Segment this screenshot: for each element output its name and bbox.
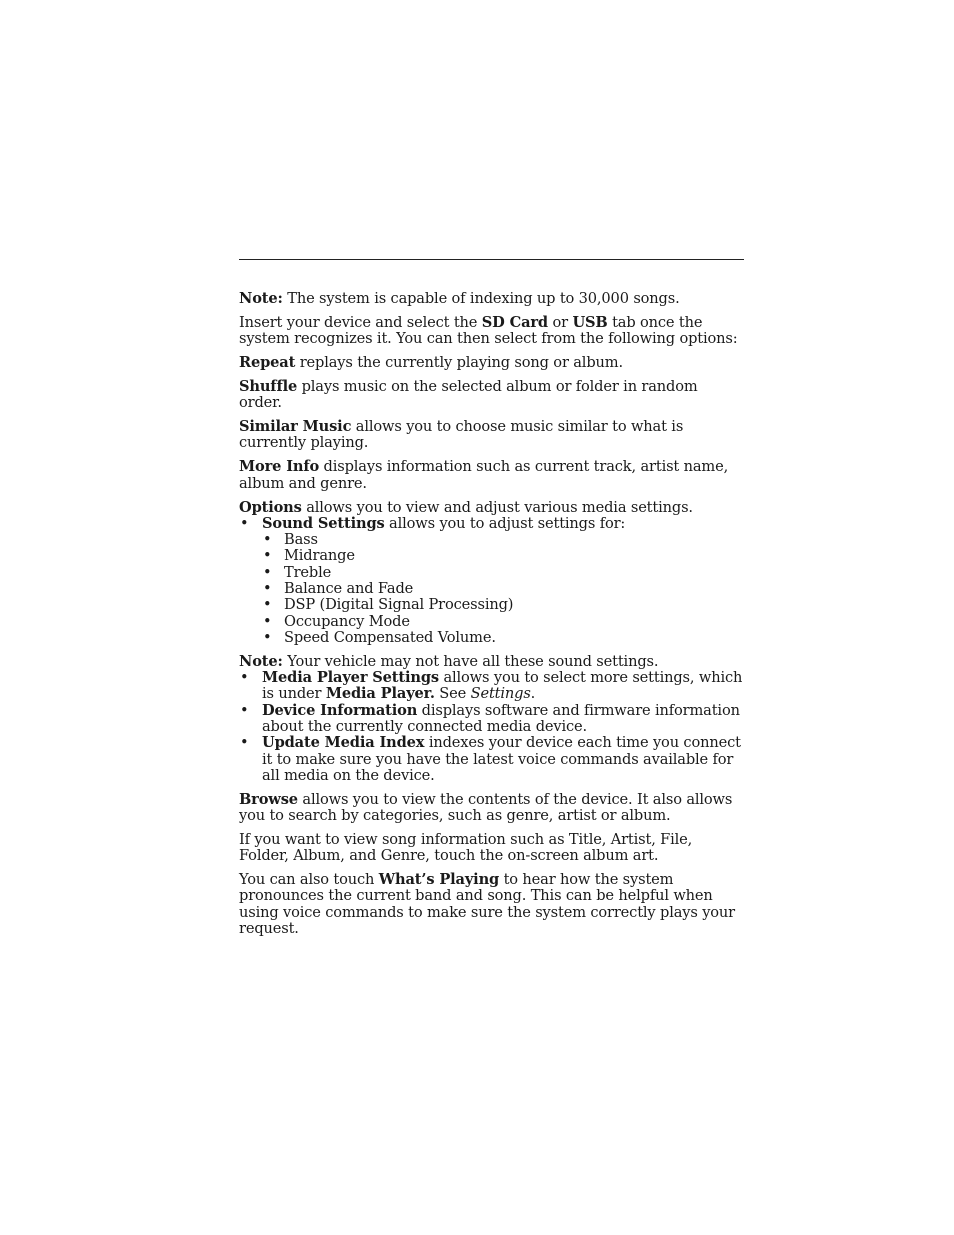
device-information-term: Device Information xyxy=(262,701,418,719)
more-info-paragraph: More Info displays information such as current track, artist name, album and genre. xyxy=(239,458,729,492)
list-item: • Device Information displays software and firmware information about the currently connected media device. xyxy=(239,703,744,736)
browse-paragraph: Browse allows you to view the contents of the device. It also allows you to search by categories, such as genre, artist or album. xyxy=(239,790,733,825)
browse-term: Browse xyxy=(239,790,298,808)
similar-music-paragraph: Similar Music allows you to choose music similar to what is currently playing. xyxy=(239,418,684,452)
header-rule xyxy=(239,259,744,260)
media-player-settings-term: Media Player Settings xyxy=(262,669,439,687)
options-paragraph: Options allows you to view and adjust various media settings. xyxy=(239,498,693,516)
whats-playing-paragraph: You can also touch What’s Playing to hear how the system pronounces the current band and song. This can be helpful when using voice commands to make sure the system correctly plays your request. xyxy=(239,871,735,938)
whats-playing-term: What’s Playing xyxy=(378,871,500,889)
repeat-paragraph: Repeat replays the currently playing song or album. xyxy=(239,354,623,372)
list-item: • Bass xyxy=(262,532,744,548)
options-list xyxy=(239,516,744,646)
list-item: • DSP (Digital Signal Processing) xyxy=(262,597,744,613)
repeat-term: Repeat xyxy=(239,354,296,372)
usb-term: USB xyxy=(572,313,608,331)
note-label: Note: xyxy=(239,652,283,670)
list-item: • Midrange xyxy=(262,548,744,564)
list-item: • Media Player Settings allows you to select more settings, which is under Media Player. See Settings. xyxy=(239,670,744,703)
settings-reference: Settings xyxy=(470,685,531,703)
update-media-index-term: Update Media Index xyxy=(262,734,425,752)
settings-list xyxy=(239,670,744,784)
song-info-paragraph: If you want to view song information such as Title, Artist, File, Folder, Album, and Genre, touch the on-screen album art. xyxy=(239,830,693,865)
media-player-term: Media Player. xyxy=(325,685,435,703)
note-label: Note: xyxy=(239,290,283,307)
note-indexing: Note: The system is capable of indexing up to 30,000 songs. xyxy=(239,290,680,307)
more-info-term: More Info xyxy=(239,458,320,476)
list-item: • Speed Compensated Volume. xyxy=(262,630,744,646)
list-item: • Update Media Index indexes your device each time you connect it to make sure you have the latest voice commands available for all media on the device. xyxy=(239,735,744,784)
list-item: • Sound Settings allows you to adjust settings for: • Bass • Midrange • Treble • Balance and Fade • DSP (Digital Signal Processing) • Occupancy Mode • Speed Compensated Volume. xyxy=(239,516,744,646)
list-item: • Balance and Fade xyxy=(262,581,744,597)
manual-page-content xyxy=(239,291,744,945)
shuffle-paragraph: Shuffle plays music on the selected album or folder in random order. xyxy=(239,377,698,412)
sd-card-term: SD Card xyxy=(481,313,548,331)
insert-device-paragraph: Insert your device and select the SD Card or USB tab once the system recognizes it. You can then select from the following options: xyxy=(239,313,738,348)
similar-music-term: Similar Music xyxy=(239,418,352,436)
sound-settings-term: Sound Settings xyxy=(262,514,385,532)
list-item: • Occupancy Mode xyxy=(262,614,744,630)
shuffle-term: Shuffle xyxy=(239,377,298,395)
options-term: Options xyxy=(239,498,302,516)
note-sound-settings: Note: Your vehicle may not have all these sound settings. xyxy=(239,652,659,670)
sound-settings-list xyxy=(262,532,744,646)
list-item: • Treble xyxy=(262,565,744,581)
